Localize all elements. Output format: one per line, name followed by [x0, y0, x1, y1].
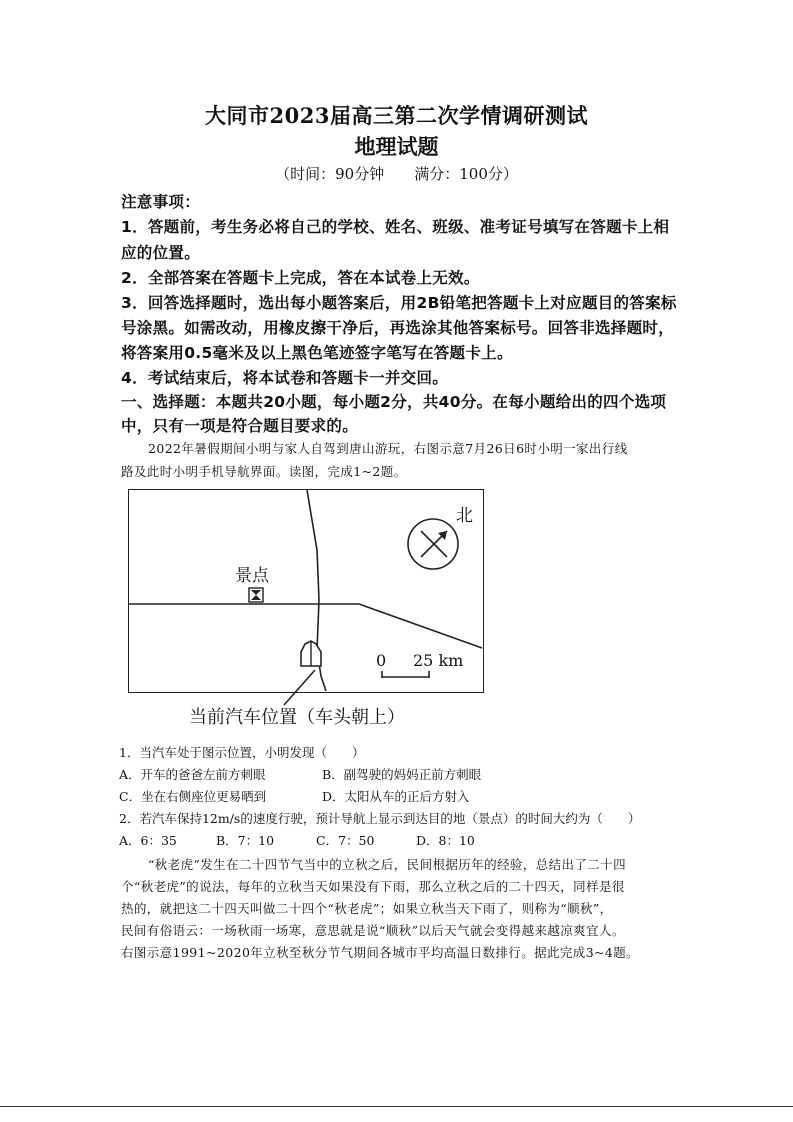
passage2-line: 右图示意1991~2020年立秋至秋分节气期间各城市平均高温日数排行。据此完成3~4题。 — [121, 945, 640, 960]
note-line: 号涂黑。如需改动，用橡皮擦干净后，再选涂其他答案标号。回答非选择题时， — [121, 319, 675, 337]
passage2-line: 个“秋老虎”的说法，每年的立秋当天如果没有下雨，那么立秋之后的二十四天，同样是很 — [121, 879, 625, 894]
scale-value: 25 km — [413, 651, 464, 670]
passage2-line: “秋老虎”发生在二十四节气当中的立秋之后，民间根据历年的经验，总结出了二十四 — [148, 857, 626, 872]
passage2-line: 民间有俗语云：一场秋雨一场寒，意思就是说“顺秋”以后天气就会变得越来越凉爽宜人。 — [121, 923, 625, 938]
note-line: 3．回答选择题时，选出每小题答案后，用2B铅笔把答题卡上对应题目的答案标 — [121, 294, 677, 312]
road-horizontal — [129, 604, 482, 648]
page-bottom-rule — [0, 1106, 793, 1107]
north-label: 北 — [456, 506, 473, 526]
question-1-option-b: B．副驾驶的妈妈正前方刺眼 — [322, 767, 482, 782]
question-1-option-c: C．坐在右侧座位更易晒到 — [119, 789, 267, 804]
question-2-option-c: C．7：50 — [316, 833, 375, 848]
note-line: 将答案用0.5毫米及以上黑色笔迹签字笔写在答题卡上。 — [121, 344, 513, 362]
figure-caption: 当前汽车位置（车头朝上） — [189, 707, 405, 728]
question-2-option-a: A．6：35 — [119, 833, 177, 848]
question-2-option-b: B．7：10 — [216, 833, 275, 848]
exam-title: 大同市2023届高三第二次学情调研测试 — [205, 103, 588, 128]
passage1-line: 路及此时小明手机导航界面。读图，完成1~2题。 — [121, 464, 407, 479]
scenic-spot-label: 景点 — [235, 566, 269, 586]
section-heading: 一、选择题：本题共20小题，每小题2分，共40分。在每小题给出的四个选项 — [121, 393, 667, 411]
question-1-stem: 1．当汽车处于图示位置，小明发现（ ） — [119, 745, 365, 760]
exam-time-info: （时间：90分钟 满分：100分） — [275, 165, 518, 183]
passage2-line: 热的，就把这二十四天叫做二十四个“秋老虎”；如果立秋当天下雨了，则称为“顺秋”， — [121, 901, 613, 916]
question-1-option-d: D．太阳从车的正后方射入 — [322, 789, 470, 804]
note-line: 应的位置。 — [121, 244, 201, 262]
caption-leader — [280, 668, 340, 708]
passage1-line: 2022年暑假期间小明与家人自驾到唐山游玩，右图示意7月26日6时小明一家出行线 — [148, 441, 628, 456]
question-1-option-a: A．开车的爸爸左前方刺眼 — [119, 767, 266, 782]
scale-zero: 0 — [376, 651, 387, 670]
subject-title: 地理试题 — [354, 134, 439, 159]
note-line: 2．全部答案在答题卡上完成，答在本试卷上无效。 — [121, 269, 480, 287]
question-2-option-d: D．8：10 — [416, 833, 475, 848]
note-line: 1．答题前，考生务必将自己的学校、姓名、班级、准考证号填写在答题卡上相 — [121, 218, 670, 236]
note-line: 4．考试结束后，将本试卷和答题卡一并交回。 — [121, 369, 449, 387]
notes-heading: 注意事项： — [121, 193, 201, 211]
navigation-map — [128, 489, 484, 693]
section-heading-cont: 中，只有一项是符合题目要求的。 — [121, 417, 359, 435]
question-2-stem: 2．若汽车保持12m/s的速度行驶，预计导航上显示到达目的地（景点）的时间大约为（ ） — [119, 811, 641, 826]
